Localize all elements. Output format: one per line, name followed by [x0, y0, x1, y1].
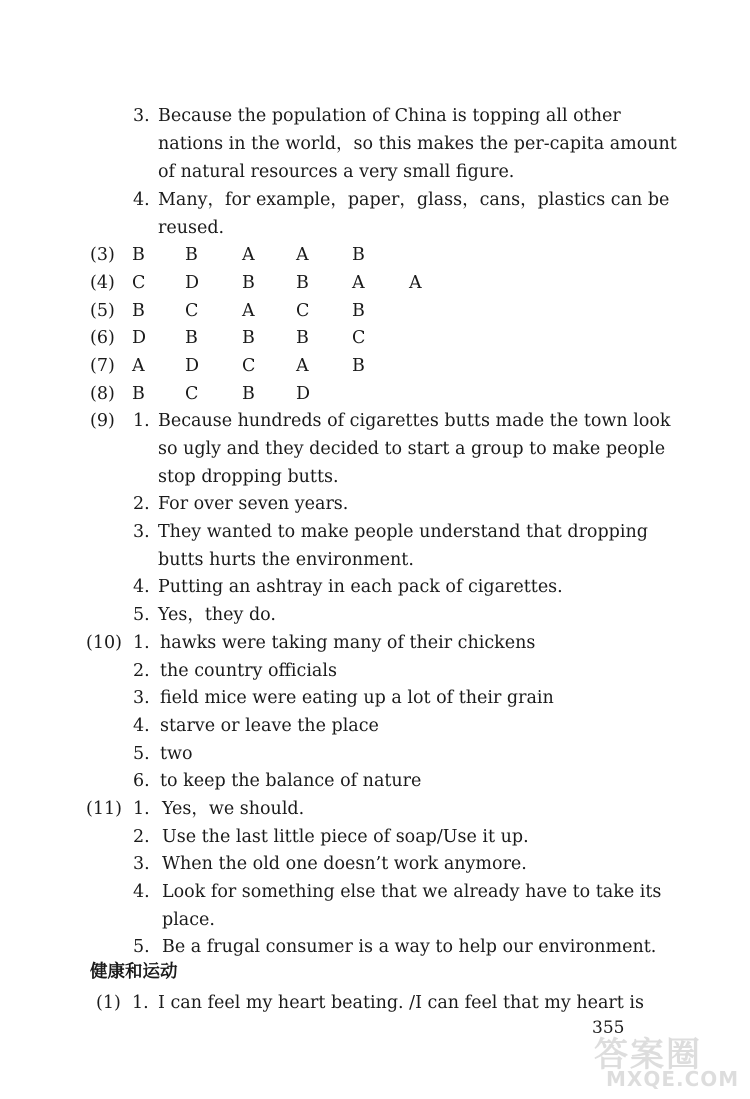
q9-item1-line3: stop dropping butts. [158, 467, 339, 487]
watermark-en: MXQE.COM [606, 1067, 740, 1091]
choice-row: (4) C D B B A A [90, 273, 422, 293]
page-number: 355 [592, 1018, 625, 1038]
choice-row: (8) B C B D [90, 384, 311, 404]
choice-row: (6) D B B B C [90, 328, 366, 348]
q9-item3-line2: butts hurts the environment. [158, 550, 414, 570]
q2-item4-line2: reused. [158, 218, 225, 238]
q9-item1-line2: so ugly and they decided to start a group to make people [158, 439, 666, 459]
choice-row: (7) A D C A B [90, 356, 365, 376]
section-heading: 健康和运动 [90, 962, 178, 982]
q2-item3-line3: of natural resources a very small figure. [158, 162, 515, 182]
choice-row: (3) B B A A B [90, 245, 365, 265]
q11-item4-line2: place. [162, 910, 215, 930]
answer-page: 3. Because the population of China is topping all other nations in the world，so this makes the per-capita amount of natural resources a very small figure. 4. Many，for example，paper，glass，cans，plastics can be reused. (3) B B A A B (4) C D B B A A (5) B C A C B (6) D B B B C (7) A D C A B (8) B C B D (9) 1. Because hundreds of cigarettes butts made the town look so ugly and they decided to start a group to make people stop dropping butts. 2. For over seven years. 3. They wanted to make people understand that dropping butts hurts the environment. 4. Putting an ashtray in each pack of cigarettes. 5. Yes，they do. (10) 1. hawks were taking many of their chickens 2. the country officials 3. field mice were eating up a lot of their grain 4. starve or leave the place 5. two 6. to keep the balance of nature (11) 1. Yes，we should. 2. Use the last little piece of soap/Use it up. 3. When the old one doesn’t work anymore. 4. Look for something else that we already have to take its place. 5. Be a frugal consumer is a way to help our environment. 健康和运动 (1) 1. I can feel my heart beating. /I can feel that my heart is 355 答案圈 MXQE.COM [86, 106, 740, 1091]
q2-item3-line2: nations in the world，so this makes the per-capita amount [158, 134, 677, 154]
choice-row: (5) B C A C B [90, 301, 365, 321]
watermark-cn: 答案圈 [594, 1035, 702, 1075]
